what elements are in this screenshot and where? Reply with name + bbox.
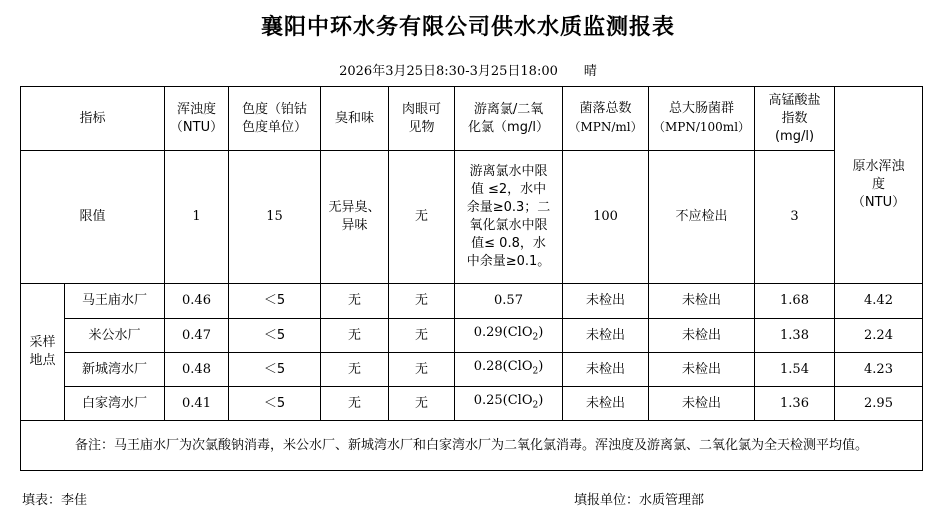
reporting-unit: 填报单位：水质管理部 — [574, 493, 705, 508]
site-name: 马王庙水厂 — [65, 284, 165, 319]
odor-value: 无 — [321, 387, 389, 421]
limit-color: 15 — [229, 151, 321, 284]
header-colony-count: 菌落总数 （MPN/ml） — [563, 87, 649, 151]
header-chlorine: 游离氯/二氧 化氯（mg/l） — [455, 87, 563, 151]
visible-value: 无 — [389, 353, 455, 387]
coliform-value: 未检出 — [649, 284, 755, 319]
color-value: ＜5 — [229, 284, 321, 319]
visible-value: 无 — [389, 319, 455, 353]
limits-row — [21, 151, 923, 284]
limit-permanganate: 3 — [755, 151, 835, 284]
raw-turbidity-value: 4.23 — [835, 353, 923, 387]
permanganate-value: 1.68 — [755, 284, 835, 319]
table-row — [21, 387, 923, 421]
site-name: 白家湾水厂 — [65, 387, 165, 421]
header-indicator: 指标 — [21, 87, 165, 151]
weather: 晴 — [583, 64, 597, 79]
site-name: 米公水厂 — [65, 319, 165, 353]
note-row — [21, 421, 923, 471]
odor-value: 无 — [321, 284, 389, 319]
permanganate-value: 1.54 — [755, 353, 835, 387]
header-odor: 臭和味 — [321, 87, 389, 151]
limits-label: 限值 — [21, 151, 165, 284]
chlorine-value: 0.29(ClO$_2$) — [455, 319, 563, 353]
permanganate-value: 1.38 — [755, 319, 835, 353]
table-row — [21, 319, 923, 353]
note-text: 备注：马王庙水厂为次氯酸钠消毒，米公水厂、新城湾水厂和白家湾水厂为二氧化氯消毒。浑浊度及游离氯、二氧化氯为全天检测平均值。 — [21, 421, 923, 471]
colony-value: 未检出 — [563, 319, 649, 353]
color-value: ＜5 — [229, 319, 321, 353]
turbidity-value: 0.47 — [165, 319, 229, 353]
chlorine-value: 0.28(ClO$_2$) — [455, 353, 563, 387]
limit-colony: 100 — [563, 151, 649, 284]
limit-coliform: 不应检出 — [649, 151, 755, 284]
header-permanganate: 高锰酸盐 指数 (mg/l) — [755, 87, 835, 151]
header-raw-turbidity: 原水浑浊 度 （NTU） — [835, 87, 923, 284]
header-turbidity: 浑浊度 （NTU） — [165, 87, 229, 151]
header-color: 色度（铂钴 色度单位） — [229, 87, 321, 151]
limit-visible: 无 — [389, 151, 455, 284]
raw-turbidity-value: 2.95 — [835, 387, 923, 421]
site-name: 新城湾水厂 — [65, 353, 165, 387]
header-row — [21, 87, 923, 151]
limit-odor: 无异臭、 异味 — [321, 151, 389, 284]
visible-value: 无 — [389, 387, 455, 421]
table-row — [21, 284, 923, 319]
raw-turbidity-value: 2.24 — [835, 319, 923, 353]
turbidity-value: 0.46 — [165, 284, 229, 319]
header-coliform: 总大肠菌群 （MPN/100ml） — [649, 87, 755, 151]
table-row — [21, 353, 923, 387]
report-title: 襄阳中环水务有限公司供水水质监测报表 — [260, 15, 675, 40]
colony-value: 未检出 — [563, 387, 649, 421]
colony-value: 未检出 — [563, 353, 649, 387]
header-visible-matter: 肉眼可 见物 — [389, 87, 455, 151]
coliform-value: 未检出 — [649, 353, 755, 387]
report-date-line — [0, 60, 936, 79]
coliform-value: 未检出 — [649, 319, 755, 353]
limit-chlorine: 游离氯水中限 值 ≤2，水中 余量≥0.3；二 氧化氯水中限 值≤ 0.8，水 中余量≥0.1。 — [455, 151, 563, 284]
raw-turbidity-value: 4.42 — [835, 284, 923, 319]
turbidity-value: 0.41 — [165, 387, 229, 421]
colony-value: 未检出 — [563, 284, 649, 319]
coliform-value: 未检出 — [649, 387, 755, 421]
color-value: ＜5 — [229, 353, 321, 387]
limit-turbidity: 1 — [165, 151, 229, 284]
chlorine-value: 0.57 — [455, 284, 563, 319]
date-range: 2026年3月25日8:30-3月25日18:00 — [339, 64, 558, 79]
filled-by: 填表：李佳 — [22, 493, 88, 508]
visible-value: 无 — [389, 284, 455, 319]
permanganate-value: 1.36 — [755, 387, 835, 421]
color-value: ＜5 — [229, 387, 321, 421]
odor-value: 无 — [321, 319, 389, 353]
water-quality-table — [20, 86, 923, 471]
sampling-site-label: 采样 地点 — [21, 284, 65, 421]
odor-value: 无 — [321, 353, 389, 387]
chlorine-value: 0.25(ClO$_2$) — [455, 387, 563, 421]
turbidity-value: 0.48 — [165, 353, 229, 387]
